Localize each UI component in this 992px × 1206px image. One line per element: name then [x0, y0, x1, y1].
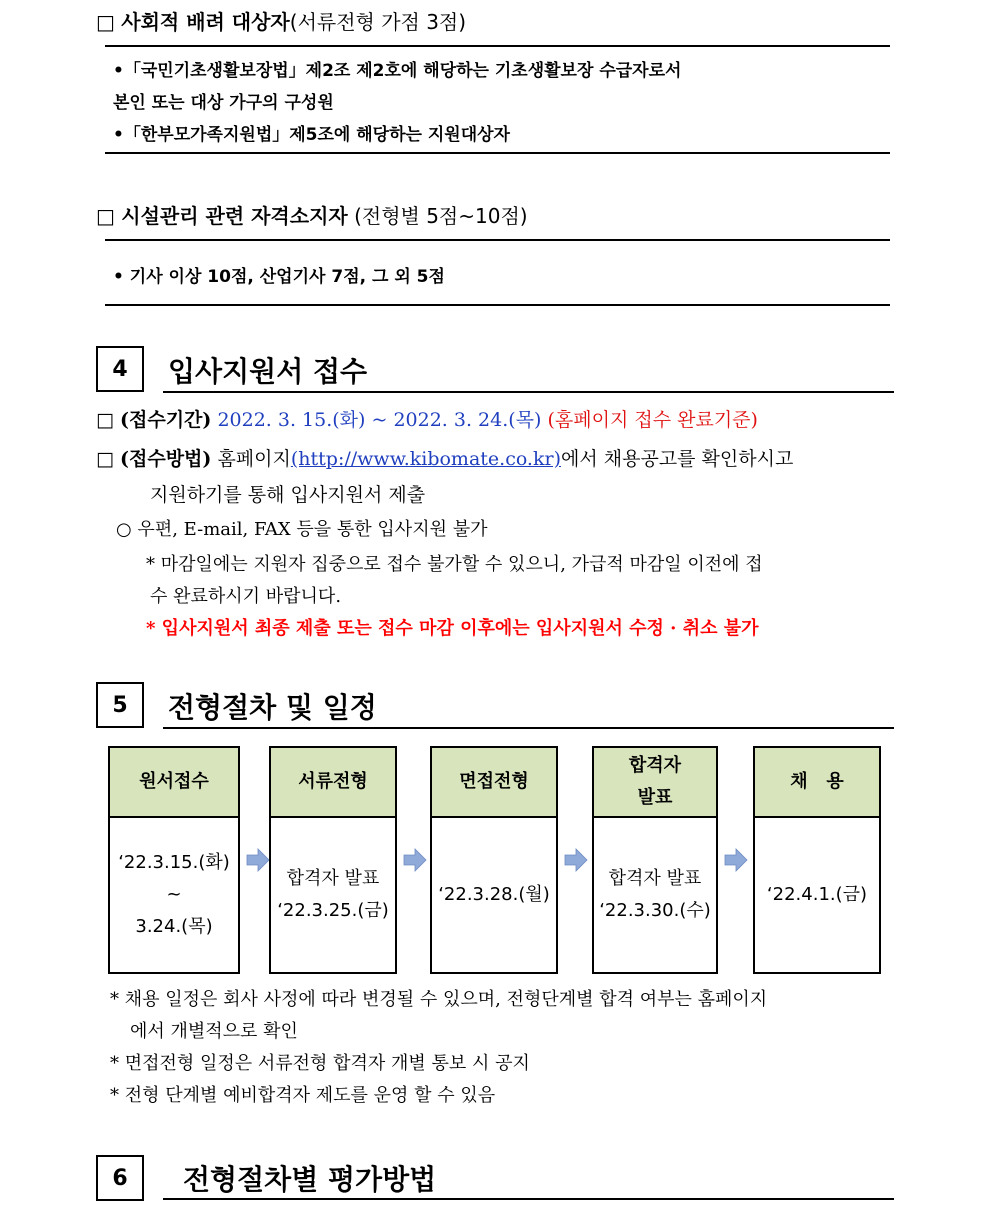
application-method — [96, 444, 793, 471]
arrow-right-icon — [564, 848, 588, 872]
period-note: (홈페이지 접수 완료기준) — [547, 409, 758, 431]
facility-cert-suffix: (전형별 5점~10점) — [347, 204, 528, 228]
step-body — [432, 818, 556, 972]
divider — [105, 304, 890, 306]
step-body-text: ‘22.3.28.(월) — [438, 884, 550, 905]
schedule-note-1a: * 채용 일정은 회사 사정에 따라 변경될 수 있으며, 전형단계별 합격 여부는 홈페이지 — [110, 989, 768, 1010]
homepage-link[interactable]: (http://www.kibomate.co.kr) — [290, 448, 561, 470]
step-box — [108, 746, 240, 974]
social-care-heading — [96, 6, 466, 35]
method-label: (접수방법) — [120, 448, 212, 470]
step-body-text: 합격자 발표 — [608, 868, 702, 889]
section-title-underline — [163, 391, 894, 393]
step-header-text: 원서접수 — [139, 771, 209, 792]
section-title-schedule: 전형절차 및 일정 — [168, 691, 377, 724]
social-care-line-3: •「한부모가족지원법」제5조에 해당하는 지원대상자 — [113, 125, 510, 145]
divider — [105, 45, 890, 47]
social-care-line-1: •「국민기초생활보장법」제2조 제2호에 해당하는 기초생활보장 수급자로서 — [113, 61, 682, 81]
facility-cert-line-1: • 기사 이상 10점, 산업기사 7점, 그 외 5점 — [113, 267, 445, 287]
step-header-text: 채 용 — [790, 771, 844, 792]
step-body-text: 합격자 발표 — [286, 868, 380, 889]
schedule-note-2: * 면접전형 일정은 서류전형 합격자 개별 통보 시 공지 — [110, 1053, 530, 1074]
step-header — [432, 748, 556, 818]
facility-cert-heading — [96, 200, 528, 229]
step-body — [110, 818, 238, 972]
step-header-text: 합격자 — [628, 755, 682, 776]
step-body-text: ‘22.3.25.(금) — [277, 900, 389, 921]
step-body — [594, 818, 716, 972]
period-value: 2022. 3. 15.(화) ~ 2022. 3. 24.(목) — [217, 409, 542, 431]
step-box — [430, 746, 558, 974]
checkbox-square-icon: □ — [96, 204, 115, 228]
step-body — [755, 818, 879, 972]
checkbox-square-icon: □ — [96, 448, 114, 470]
section-number-4: 4 — [96, 346, 144, 392]
section-title-application: 입사지원서 접수 — [168, 355, 368, 388]
step-body-text: ~ — [166, 884, 182, 905]
step-header — [110, 748, 238, 818]
section-title-evaluation: 전형절차별 평가방법 — [183, 1163, 437, 1196]
application-period — [96, 405, 758, 432]
step-body-text: ‘22.3.30.(수) — [599, 900, 711, 921]
step-header-text: 서류전형 — [298, 771, 368, 792]
checkbox-square-icon: □ — [96, 10, 115, 34]
section-title-underline — [163, 727, 894, 729]
step-header-text: 발표 — [637, 787, 673, 808]
no-mail-notice: ○ 우편, E-mail, FAX 등을 통한 입사지원 불가 — [116, 519, 488, 540]
deadline-note-line-1: * 마감일에는 지원자 집중으로 접수 불가할 수 있으니, 가급적 마감일 이전에 접 — [146, 554, 763, 575]
schedule-note-1b: 에서 개별적으로 확인 — [130, 1021, 298, 1042]
section-number-6: 6 — [96, 1155, 144, 1201]
step-body-text: ‘22.3.15.(화) — [118, 852, 230, 873]
step-header — [755, 748, 879, 818]
step-box — [592, 746, 718, 974]
social-care-title: 사회적 배려 대상자 — [121, 10, 290, 34]
no-edit-warning: * 입사지원서 최종 제출 또는 접수 마감 이후에는 입사지원서 수정 · 취소 불가 — [146, 618, 759, 639]
step-header — [594, 748, 716, 818]
method-line-2: 지원하기를 통해 입사지원서 제출 — [150, 484, 426, 506]
arrow-right-icon — [724, 848, 748, 872]
arrow-right-icon — [246, 848, 270, 872]
step-body — [271, 818, 395, 972]
period-label: (접수기간) — [120, 409, 212, 431]
checkbox-square-icon: □ — [96, 409, 114, 431]
divider — [105, 152, 890, 154]
method-pre: 홈페이지 — [217, 448, 291, 470]
step-box — [269, 746, 397, 974]
step-box — [753, 746, 881, 974]
divider — [105, 239, 890, 241]
deadline-note-line-2: 수 완료하시기 바랍니다. — [150, 586, 342, 607]
section-title-underline — [163, 1198, 894, 1200]
section-number-5: 5 — [96, 682, 144, 728]
step-body-text: ‘22.4.1.(금) — [766, 884, 868, 905]
schedule-note-3: * 전형 단계별 예비합격자 제도를 운영 할 수 있음 — [110, 1085, 496, 1106]
method-post: 에서 채용공고를 확인하시고 — [561, 448, 794, 470]
step-header-text: 면접전형 — [459, 771, 529, 792]
social-care-suffix: (서류전형 가점 3점) — [289, 10, 467, 34]
arrow-right-icon — [403, 848, 427, 872]
social-care-line-2: 본인 또는 대상 가구의 구성원 — [113, 93, 334, 113]
step-body-text: 3.24.(목) — [135, 916, 213, 937]
facility-cert-title: 시설관리 관련 자격소지자 — [121, 204, 348, 228]
step-header — [271, 748, 395, 818]
